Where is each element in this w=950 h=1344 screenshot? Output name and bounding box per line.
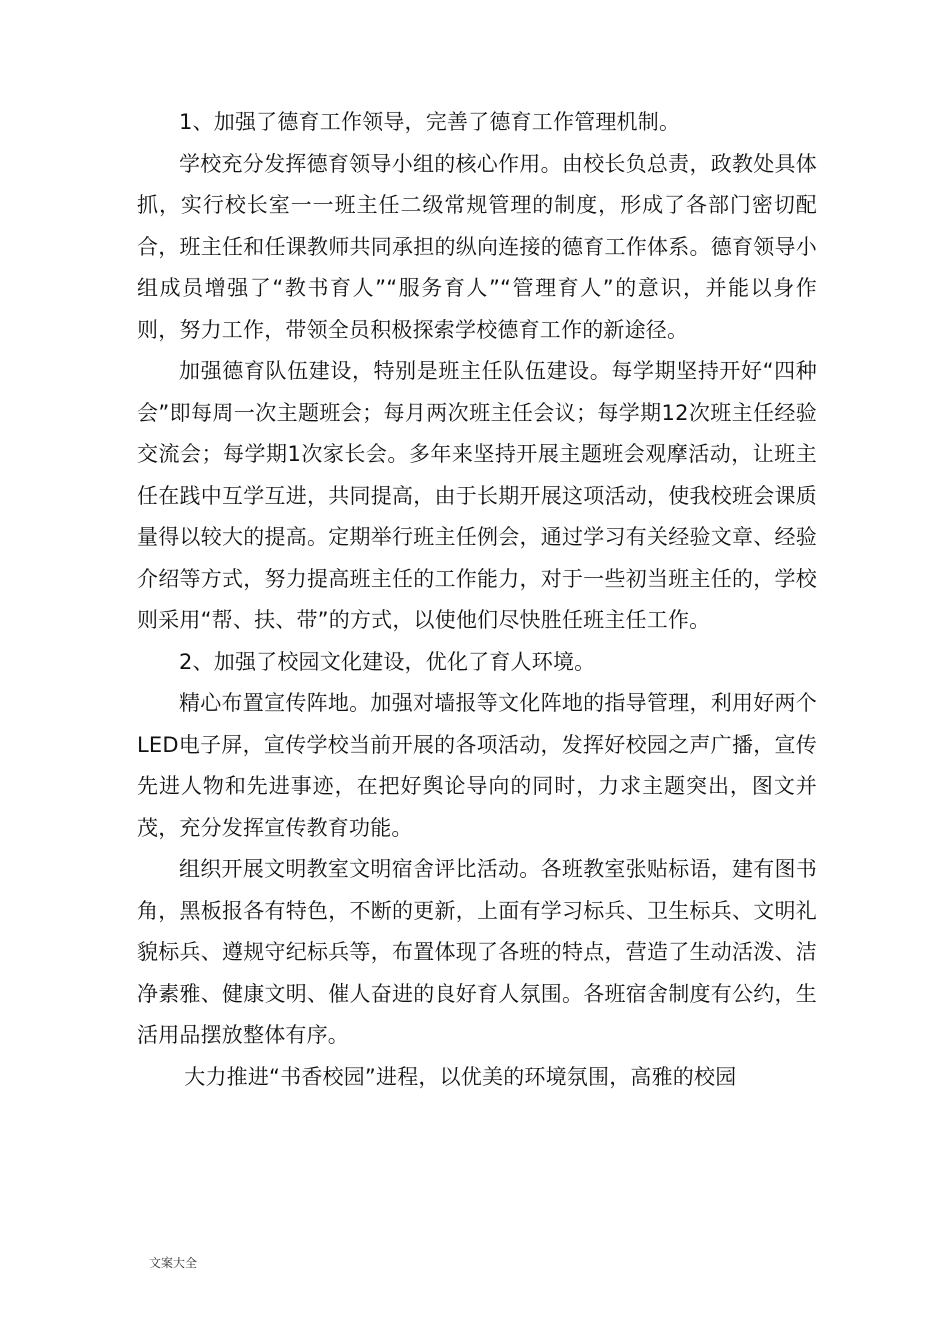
- body-paragraph: 大力推进“书香校园”进程，以优美的环境氛围，高雅的校园: [184, 1064, 737, 1089]
- footer-label: 文案大全: [149, 1256, 198, 1270]
- body-paragraph: 组织开展文明教室文明宿舍评比活动。各班教室张贴标语，建有图书角，黑板报各有特色，不断的更新，上面有学习标兵、卫生标兵、文明礼貌标兵、遵规守纪标兵等，布置体现了各班的特点，营造了生动活泼、洁净素雅、健康文明、催人奋进的良好育人氛围。各班宿舍制度有公约，生活用品摆放整体有序。: [137, 857, 817, 1047]
- section-heading-2: 2、加强了校园文化建设，优化了育人环境。: [179, 649, 596, 674]
- section-heading-1: 1、加强了德育工作领导，完善了德育工作管理机制。: [179, 110, 681, 134]
- body-paragraph: 学校充分发挥德育领导小组的核心作用。由校长负总责，政教处具体抓，实行校长室一一班主任二级常规管理的制度，形成了各部门密切配合，班主任和任课教师共同承担的纵向连接的德育工作体系。德育领导小组成员增强了“教书育人”“服务育人”“管理育人”的意识，并能以身作则，努力工作，带领全员积极探索学校德育工作的新途径。: [137, 151, 817, 342]
- body-paragraph: 精心布置宣传阵地。加强对墙报等文化阵地的指导管理，利用好两个LED电子屏，宣传学校当前开展的各项活动，发挥好校园之声广播，宣传先进人物和先进事迹，在把好舆论导向的同时，力求主题突出，图文并茂，充分发挥宣传教育功能。: [137, 691, 817, 840]
- body-paragraph: 加强德育队伍建设，特别是班主任队伍建设。每学期坚持开好“四种会”即每周一次主题班会；每月两次班主任会议；每学期12次班主任经验交流会；每学期1次家长会。多年来坚持开展主题班会观摩活动，让班主任在践中互学互进，共同提高，由于长期开展这项活动，使我校班会课质量得以较大的提高。定期举行班主任例会，通过学习有关经验文章、经验介绍等方式，努力提高班主任的工作能力，对于一些初当班主任的，学校则采用“帮、扶、带”的方式，以使他们尽快胜任班主任工作。: [137, 359, 817, 632]
- document-body: [137, 102, 817, 1098]
